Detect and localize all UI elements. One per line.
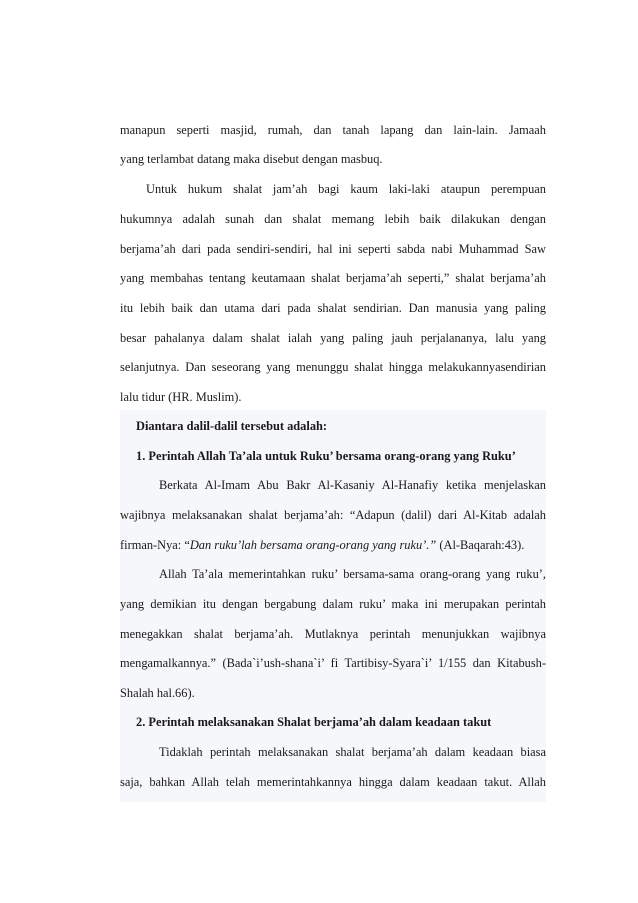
text-line: manapun seperti masjid, rumah, dan tanah lapang dan lain-lain. Jamaah bbox=[120, 123, 546, 137]
text-line: Untuk hukum shalat jam’ah bagi kaum laki-laki ataupun perempuan bbox=[146, 182, 546, 196]
section-heading: Diantara dalil-dalil tersebut adalah: bbox=[136, 419, 328, 433]
text-fragment: firman-Nya: “ bbox=[120, 538, 190, 552]
section-title: 2. Perintah melaksanakan Shalat berjama’ah dalam keadaan takut bbox=[136, 715, 492, 729]
text-line: Shalah hal.66). bbox=[120, 686, 195, 700]
text-line: besar pahalanya dalam shalat ialah yang paling jauh perjalananya, lalu yang bbox=[120, 331, 546, 345]
text-line: saja, bahkan Allah telah memerintahkannya hingga dalam keadaan takut. Allah bbox=[120, 775, 546, 789]
text-line: yang demikian itu dengan bergabung dalam ruku’ maka ini merupakan perintah bbox=[120, 597, 546, 611]
text-line: berjama’ah dari pada sendiri-sendiri, hal ini seperti sabda nabi Muhammad Saw bbox=[120, 242, 546, 256]
text-line: itu lebih baik dan utama dari pada shalat sendirian. Dan manusia yang paling bbox=[120, 301, 546, 315]
section-title: 1. Perintah Allah Ta’ala untuk Ruku’ bersama orang-orang yang Ruku’ bbox=[136, 449, 516, 463]
text-line: yang terlambat datang maka disebut dengan masbuq. bbox=[120, 152, 383, 166]
text-line: wajibnya melaksanakan shalat berjama’ah: “Adapun (dalil) dari Al-Kitab adalah bbox=[120, 508, 546, 522]
text-line: Berkata Al-Imam Abu Bakr Al-Kasaniy Al-Hanafiy ketika menjelaskan bbox=[159, 478, 546, 492]
text-line: hukumnya adalah sunah dan shalat memang lebih baik dilakukan dengan bbox=[120, 212, 546, 226]
text-line: selanjutnya. Dan seseorang yang menunggu shalat hingga melakukannyasendirian bbox=[120, 360, 546, 374]
text-line bbox=[120, 537, 546, 553]
text-line: yang membahas tentang keutamaan shalat berjama’ah seperti,” shalat berjama’ah bbox=[120, 271, 546, 285]
text-line: Tidaklah perintah melaksanakan shalat berjama’ah dalam keadaan biasa bbox=[159, 745, 546, 759]
quote-italic: Dan ruku’lah bersama orang-orang yang ruku’.” bbox=[189, 538, 437, 552]
text-line: Allah Ta’ala memerintahkan ruku’ bersama-sama orang-orang yang ruku’, bbox=[159, 567, 546, 581]
text-line: mengamalkannya.” (Bada`i’ush-shana`i’ fi Tartibisy-Syara`i’ 1/155 dan Kitabush- bbox=[120, 656, 546, 670]
text-fragment: (Al-Baqarah:43). bbox=[436, 538, 525, 552]
text-line: menegakkan shalat berjama’ah. Mutlaknya perintah menunjukkan wajibnya bbox=[120, 627, 546, 641]
text-line: lalu tidur (HR. Muslim). bbox=[120, 390, 242, 404]
